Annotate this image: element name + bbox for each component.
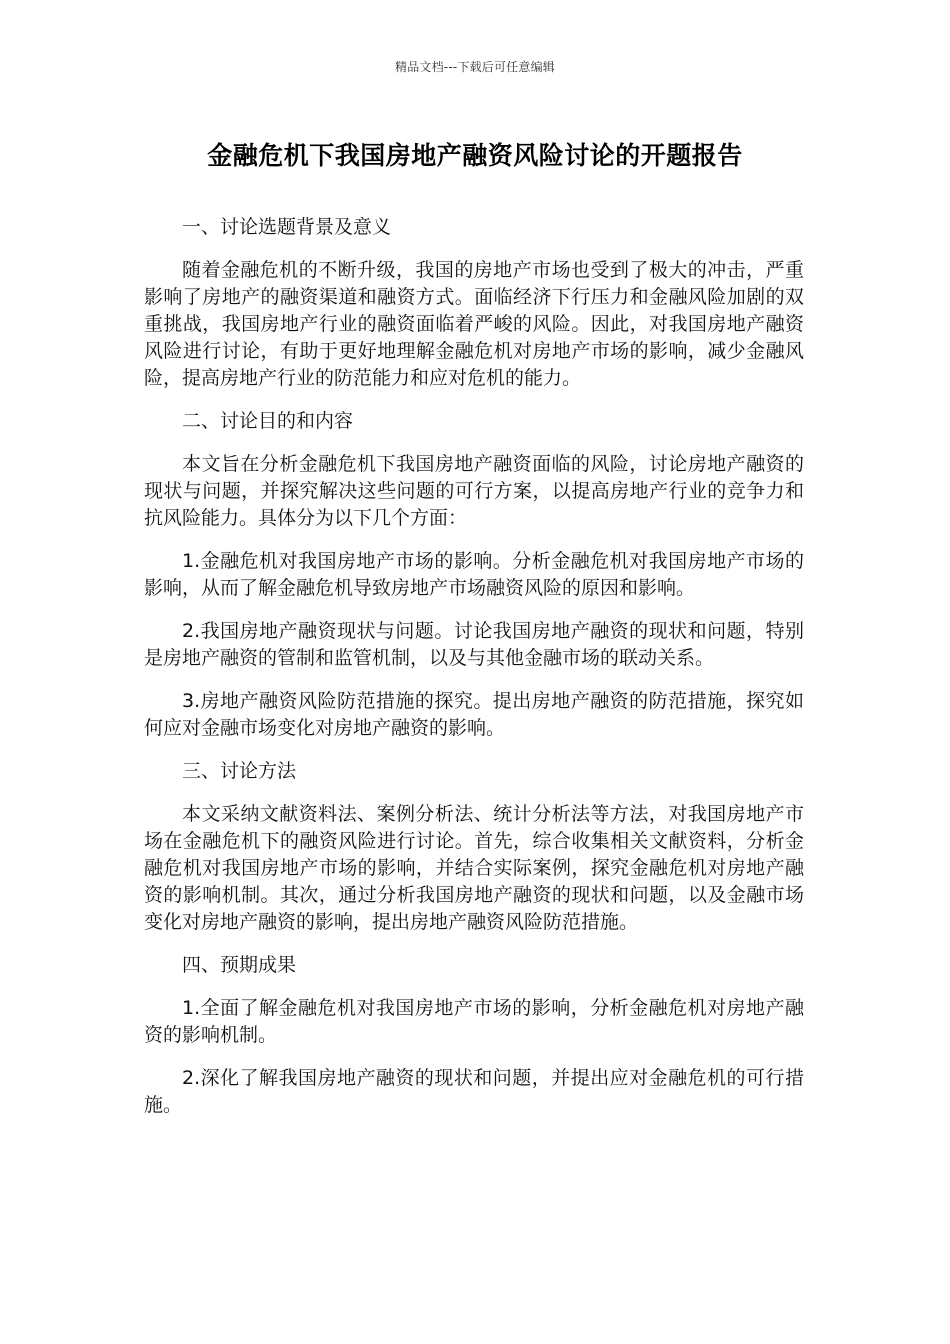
paragraph-purpose-intro: 本文旨在分析金融危机下我国房地产融资面临的风险，讨论房地产融资的现状与问题，并探究解决这些问题的可行方案，以提高房地产行业的竞争力和抗风险能力。具体分为以下几个方面： [144,453,804,529]
document-title: 金融危机下我国房地产融资风险讨论的开题报告 [207,141,743,170]
paragraph-results-item-1: 1.全面了解金融危机对我国房地产市场的影响，分析金融危机对房地产融资的影响机制。 [144,997,804,1046]
document-body [144,214,804,1135]
paragraph-method: 本文采纳文献资料法、案例分析法、统计分析法等方法，对我国房地产市场在金融危机下的融资风险进行讨论。首先，综合收集相关文献资料，分析金融危机对我国房地产市场的影响，并结合实际案例，探究金融危机对房地产融资的影响机制。其次，通过分析我国房地产融资的现状和问题，以及金融市场变化对房地产融资的影响，提出房地产融资风险防范措施。 [144,803,804,933]
paragraph-purpose-item-1: 1.金融危机对我国房地产市场的影响。分析金融危机对我国房地产市场的影响，从而了解金融危机导致房地产市场融资风险的原因和影响。 [144,550,804,599]
section-heading-background: 一、讨论选题背景及意义 [182,216,392,238]
header-note: 精品文档---下载后可任意编辑 [395,60,555,74]
section-heading-results: 四、预期成果 [182,954,297,976]
paragraph-purpose-item-2: 2.我国房地产融资现状与问题。讨论我国房地产融资的现状和问题，特别是房地产融资的管制和监管机制，以及与其他金融市场的联动关系。 [144,620,804,669]
paragraph-purpose-item-3: 3.房地产融资风险防范措施的探究。提出房地产融资的防范措施，探究如何应对金融市场变化对房地产融资的影响。 [144,690,804,739]
section-heading-method: 三、讨论方法 [182,760,297,782]
paragraph-results-item-2: 2.深化了解我国房地产融资的现状和问题，并提出应对金融危机的可行措施。 [144,1067,804,1116]
paragraph-background: 随着金融危机的不断升级，我国的房地产市场也受到了极大的冲击，严重影响了房地产的融资渠道和融资方式。面临经济下行压力和金融风险加剧的双重挑战，我国房地产行业的融资面临着严峻的风险。因此，对我国房地产融资风险进行讨论，有助于更好地理解金融危机对房地产市场的影响，减少金融风险，提高房地产行业的防范能力和应对危机的能力。 [144,259,804,389]
section-heading-purpose: 二、讨论目的和内容 [182,410,354,432]
